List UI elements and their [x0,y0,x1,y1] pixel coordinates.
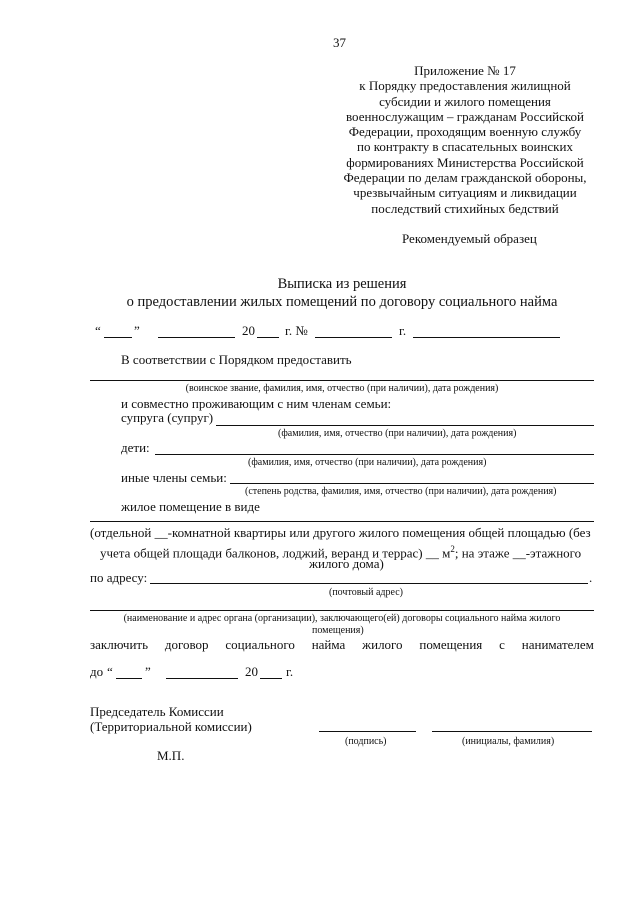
until-label: до [90,664,104,679]
chair-title-2: (Территориальной комиссии) [90,719,252,734]
date-quote-open: “ [95,323,101,338]
other-members-field[interactable] [230,483,594,484]
date-year-prefix: 20 [242,323,255,338]
premises-label: жилое помещение в виде [121,499,260,514]
city-label: г. [399,323,407,338]
document-subtitle: о предоставлении жилых помещений по договору социального найма [126,294,558,310]
appendix-line: военнослужащим – гражданам Российской [346,108,584,124]
document-title: Выписка из решения [277,276,407,292]
recipient-field[interactable] [90,380,594,381]
hint-org-2: помещения) [312,625,364,636]
contract-word: с [499,637,505,652]
appendix-line: Федерации по делам гражданской обороны, [343,170,587,186]
contract-word: договор [164,637,209,652]
contract-word: помещения [419,637,483,652]
children-field[interactable] [155,454,594,455]
appendix-header [330,63,600,216]
hint-other: (степень родства, фамилия, имя, отчество (при наличии), дата рождения) [245,486,557,497]
appendix-line: Федерации, проходящим военную службу [348,124,582,140]
date-quote-close: ” [134,323,140,338]
stamp-label: М.П. [157,748,185,763]
address-field[interactable] [150,583,588,584]
until-year-field[interactable] [260,678,282,679]
appendix-line: чрезвычайным ситуациям и ликвидации [353,185,577,201]
premises-sup: 2 [450,544,455,554]
contract-line [90,637,594,653]
appendix-line: формированиях Министерства Российской [346,154,584,170]
other-members-label: иные члены семьи: [121,470,227,485]
hint-spouse: (фамилия, имя, отчество (при наличии), дата рождения) [278,428,517,439]
signature-field[interactable] [319,731,416,732]
hint-name: (инициалы, фамилия) [462,736,555,747]
date-month-field[interactable] [158,337,235,338]
appendix-line: Приложение № 17 [414,63,516,78]
until-day-field[interactable] [116,678,142,679]
until-month-field[interactable] [166,678,238,679]
premises-line-2b: ; на этаже __-этажного [454,545,582,561]
contract-word: социального [225,637,295,652]
until-quote-close: ” [145,664,151,679]
appendix-line: по контракту в спасательных воинских [357,139,573,155]
hint-children: (фамилия, имя, отчество (при наличии), дата рождения) [248,457,487,468]
date-number-label: г. № [285,323,308,338]
premises-line-2a: учета общей площади балконов, лоджий, веранд и террас) __ м [100,545,451,561]
org-field[interactable] [90,610,594,611]
sample-label: Рекомендуемый образец [402,231,537,246]
children-label: дети: [121,440,150,455]
until-quote-open: “ [107,664,113,679]
spouse-field[interactable] [216,425,594,426]
premises-field[interactable] [90,521,594,522]
address-label: по адресу: [90,570,148,585]
hint-signature: (подпись) [345,736,387,747]
contract-word: жилого [362,637,403,652]
family-intro: и совместно проживающим с ним членам семьи: [121,396,392,411]
contract-word: заключить [90,637,149,652]
hint-recipient: (воинское звание, фамилия, имя, отчество (при наличии), дата рождения) [185,383,499,394]
chair-title-1: Председатель Комиссии [90,704,224,719]
spouse-label: супруга (супруг) [121,410,214,425]
until-year-prefix: 20 [245,664,258,679]
appendix-line: последствий стихийных бедствий [371,200,559,216]
appendix-line: субсидии и жилого помещения [379,93,551,109]
address-end: . [589,570,593,585]
premises-line-1: (отдельной __-комнатной квартиры или другого жилого помещения общей площадью (без [90,525,591,540]
date-year-field[interactable] [257,337,279,338]
premises-line-3: жилого дома) [309,556,384,571]
name-field[interactable] [432,731,592,732]
hint-address: (почтовый адрес) [329,587,403,598]
contract-word: найма [311,637,346,652]
intro-text: В соответствии с Порядком предоставить [121,352,352,367]
contract-word: нанимателем [521,637,594,652]
page-number: 37 [333,35,346,50]
appendix-line: к Порядку предоставления жилищной [359,78,571,94]
city-field[interactable] [413,337,560,338]
date-day-field[interactable] [104,337,132,338]
hint-org-1: (наименование и адрес органа (организации), заключающего(ей) договоры социального найма жилого [123,613,561,624]
document-number-field[interactable] [315,337,392,338]
until-g-label: г. [286,664,294,679]
